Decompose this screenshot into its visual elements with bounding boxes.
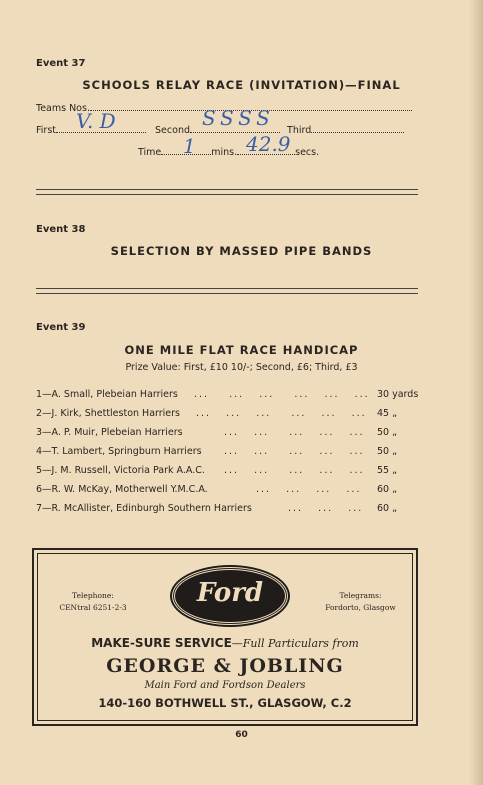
entry-handicap: 50 „ bbox=[377, 427, 398, 438]
entry-name: 3—A. P. Muir, Plebeian Harriers bbox=[36, 427, 183, 438]
divider-1 bbox=[36, 189, 418, 195]
entry-row bbox=[36, 484, 426, 498]
entry-name: 7—R. McAllister, Edinburgh Southern Harriers bbox=[36, 503, 252, 514]
telegrams-label: Telegrams: bbox=[339, 591, 382, 600]
dealers-line: Main Ford and Fordson Dealers bbox=[144, 680, 306, 691]
first-label: First bbox=[36, 125, 56, 136]
entry-row bbox=[36, 503, 426, 517]
telegrams-block bbox=[313, 590, 408, 614]
ford-advertisement bbox=[32, 548, 418, 726]
entry-name: 4—T. Lambert, Springburn Harriers bbox=[36, 446, 202, 457]
event39-label: Event 39 bbox=[36, 322, 86, 333]
event37-label: Event 37 bbox=[36, 58, 86, 69]
mins-handwritten: 1 bbox=[183, 134, 196, 158]
entry-leader: ... ... ... ... ... bbox=[224, 427, 365, 438]
page-number: 60 bbox=[235, 730, 248, 740]
make-sure-tail: —Full Particulars from bbox=[231, 637, 359, 650]
entry-leader: ... ... ... ... ... bbox=[224, 446, 365, 457]
telephone-block bbox=[48, 590, 138, 614]
entry-leader: ... ... ... ... ... ... bbox=[196, 408, 367, 419]
entry-row bbox=[36, 427, 426, 441]
entry-handicap: 60 „ bbox=[377, 503, 398, 514]
divider-2 bbox=[36, 288, 418, 294]
telephone-label: Telephone: bbox=[72, 591, 114, 600]
entry-leader: ... ... ... ... ... ... bbox=[194, 389, 370, 400]
company-address: 140-160 BOTHWELL ST., GLASGOW, C.2 bbox=[98, 696, 352, 710]
entry-handicap: 45 „ bbox=[377, 408, 398, 419]
telegrams-address: Fordorto, Glasgow bbox=[325, 603, 396, 612]
ad-inner-border bbox=[37, 553, 413, 721]
event39-title: ONE MILE FLAT RACE HANDICAP bbox=[124, 343, 359, 357]
entry-handicap: 30 yards bbox=[377, 389, 419, 400]
make-sure-heading: MAKE-SURE SERVICE bbox=[91, 636, 232, 650]
second-handwritten: S S S S bbox=[202, 106, 269, 130]
secs-label: secs. bbox=[295, 147, 320, 158]
entry-leader: ... ... ... bbox=[288, 503, 364, 514]
entry-name: 1—A. Small, Plebeian Harriers bbox=[36, 389, 178, 400]
time-line bbox=[138, 147, 319, 158]
entry-leader: ... ... ... ... ... bbox=[224, 465, 365, 476]
second-label: Second bbox=[155, 125, 190, 136]
entry-row bbox=[36, 465, 426, 479]
make-sure-line bbox=[38, 636, 412, 650]
page-edge-shadow bbox=[469, 0, 483, 785]
event37-title: SCHOOLS RELAY RACE (INVITATION)—FINAL bbox=[82, 78, 401, 92]
ford-logo-text: Ford bbox=[196, 578, 264, 608]
secs-handwritten: 42.9 bbox=[246, 132, 291, 156]
entry-leader: ... ... ... ... bbox=[256, 484, 362, 495]
prize-value: Prize Value: First, £10 10/-; Second, £6; Third, £3 bbox=[125, 362, 358, 373]
company-name: GEORGE & JOBLING bbox=[106, 655, 344, 677]
ford-logo bbox=[172, 567, 288, 625]
entry-handicap: 60 „ bbox=[377, 484, 398, 495]
entry-row bbox=[36, 446, 426, 460]
entry-handicap: 55 „ bbox=[377, 465, 398, 476]
entry-row bbox=[36, 389, 426, 403]
entry-name: 6—R. W. McKay, Motherwell Y.M.C.A. bbox=[36, 484, 208, 495]
mins-label: mins. bbox=[211, 147, 238, 158]
time-label: Time bbox=[138, 147, 162, 158]
entry-row bbox=[36, 408, 426, 422]
third-label: Third bbox=[287, 125, 312, 136]
event38-label: Event 38 bbox=[36, 224, 86, 235]
telephone-number: CENtral 6251-2-3 bbox=[59, 603, 127, 612]
entry-name: 5—J. M. Russell, Victoria Park A.A.C. bbox=[36, 465, 205, 476]
event38-title: SELECTION BY MASSED PIPE BANDS bbox=[110, 244, 373, 258]
entry-name: 2—J. Kirk, Shettleston Harriers bbox=[36, 408, 181, 419]
first-handwritten: V. D bbox=[76, 109, 116, 133]
entry-handicap: 50 „ bbox=[377, 446, 398, 457]
teams-label: Teams Nos. bbox=[36, 103, 90, 114]
